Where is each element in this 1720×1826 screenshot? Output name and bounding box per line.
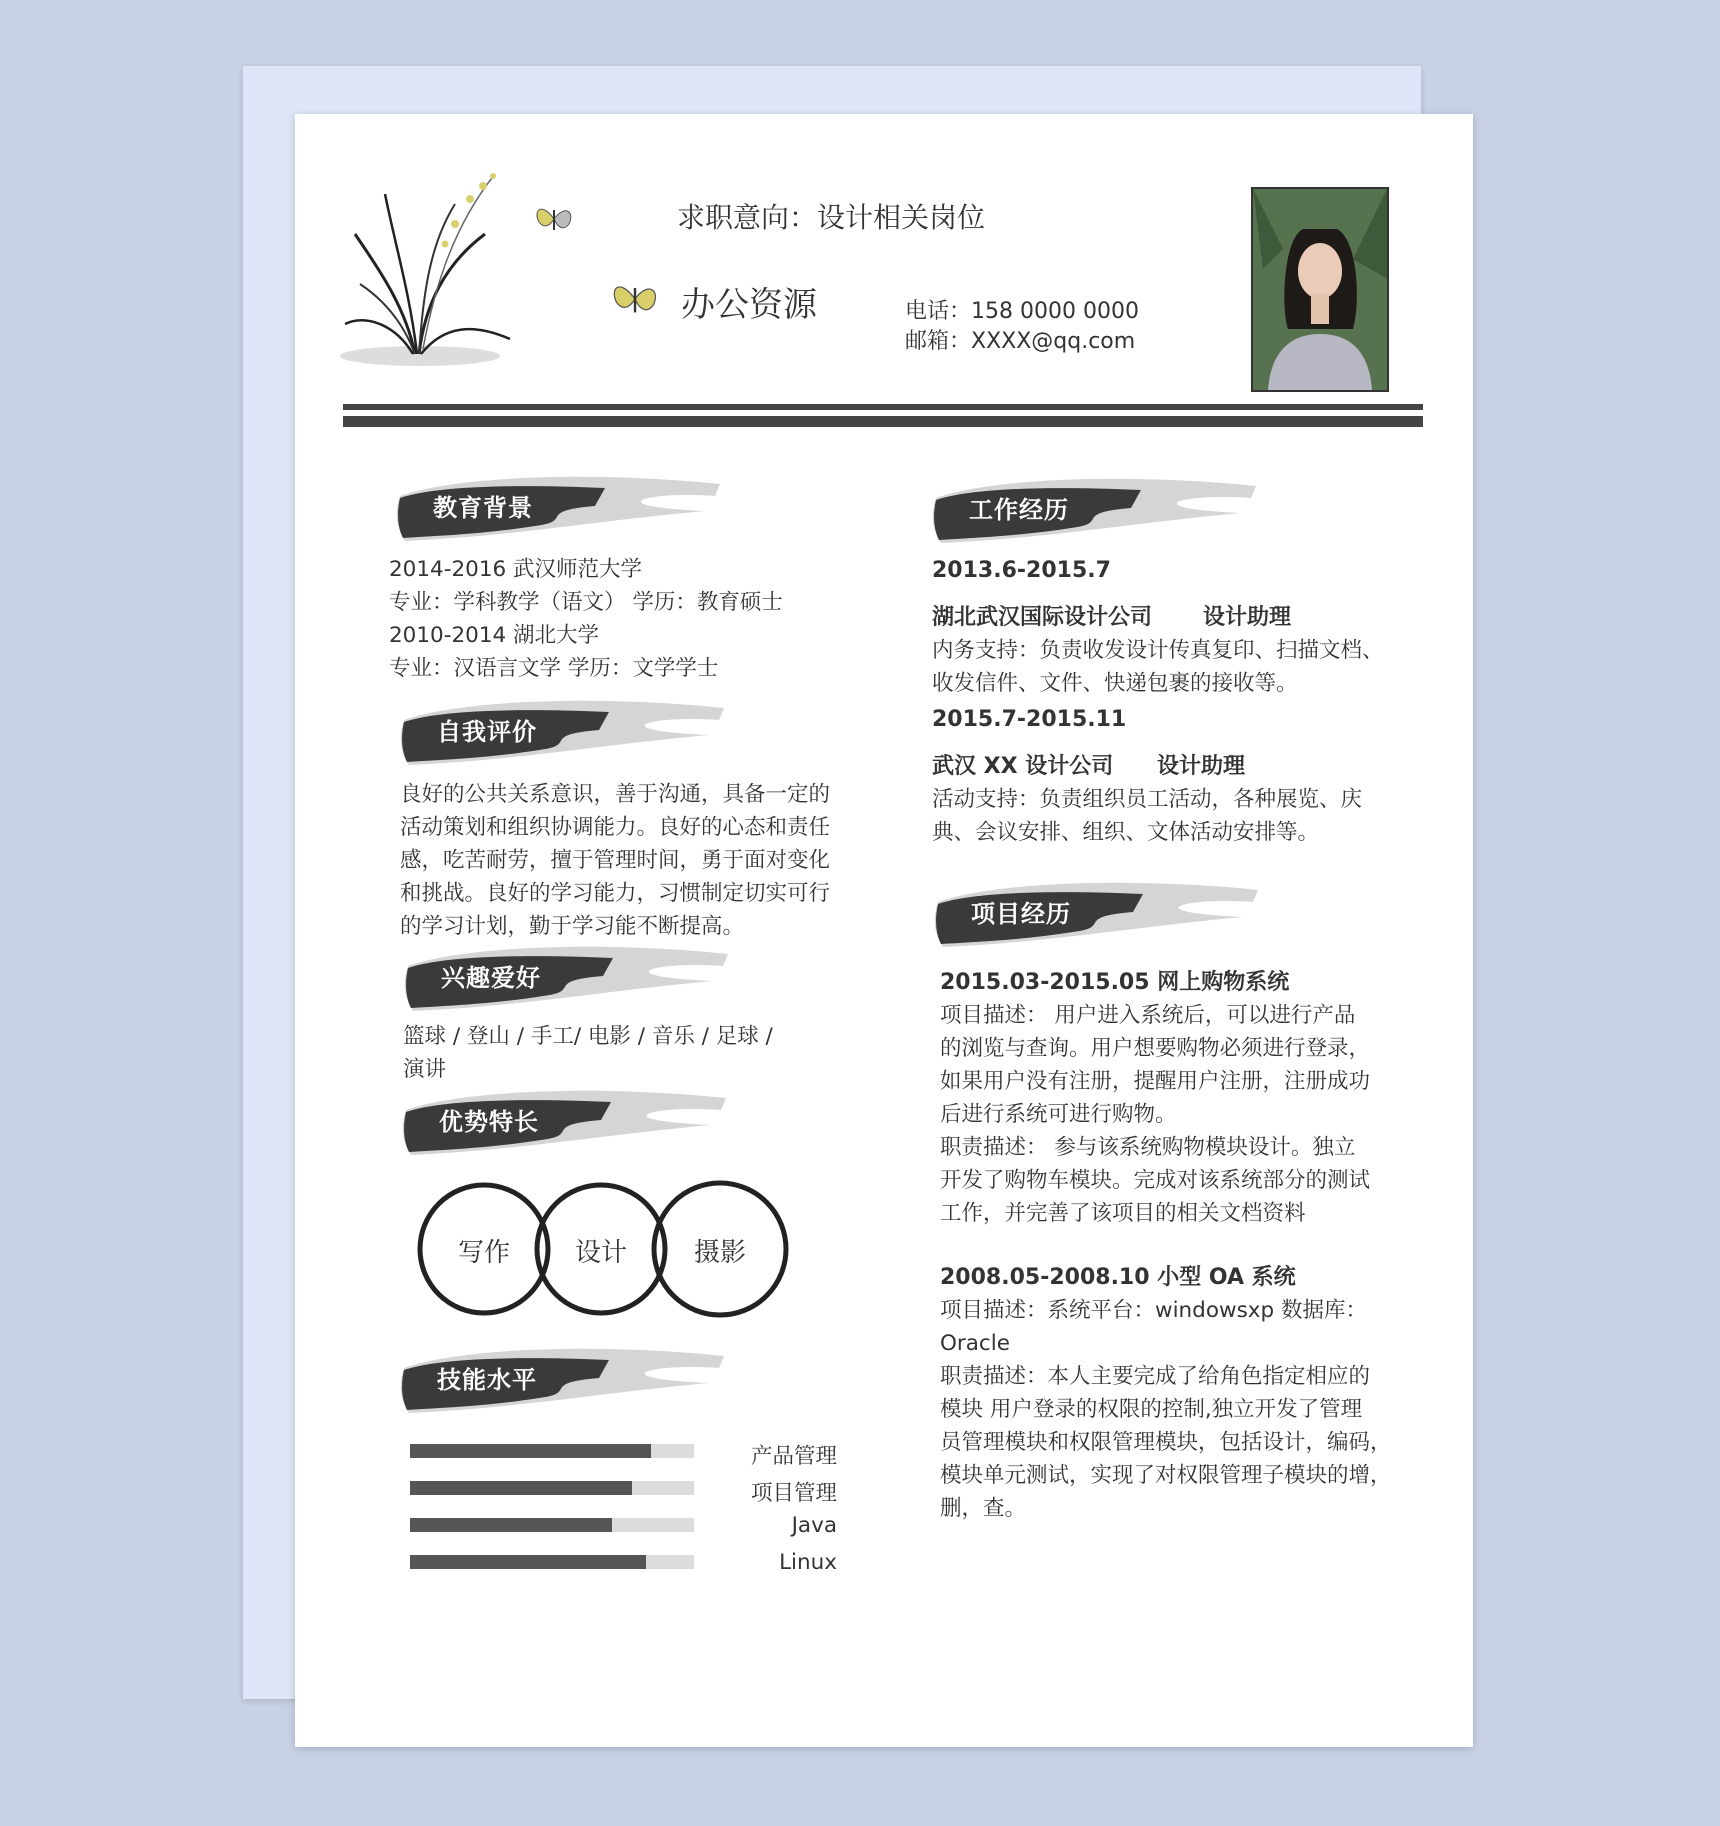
section-header-skills xyxy=(399,1338,729,1418)
project-heading: 2015.03-2015.05 网上购物系统 xyxy=(940,970,1290,995)
section-title: 自我评价 xyxy=(437,718,537,746)
skill-name: Linux xyxy=(779,1550,837,1575)
project-line: 职责描述：本人主要完成了给角色指定相应的 xyxy=(940,1364,1371,1389)
butterfly-icon xyxy=(531,196,577,242)
section-title: 兴趣爱好 xyxy=(441,964,541,992)
project-line: Oracle xyxy=(940,1331,1010,1356)
hobbies-line: 演讲 xyxy=(403,1057,447,1082)
skill-bar-fill xyxy=(410,1518,612,1532)
self-eval-line: 活动策划和组织协调能力。良好的心态和责任 xyxy=(400,815,831,840)
skill-bar xyxy=(410,1518,694,1532)
project-line: 项目描述：系统平台：windowsxp 数据库： xyxy=(940,1298,1367,1323)
project-line: 项目描述： 用户进入系统后，可以进行产品 xyxy=(940,1003,1356,1028)
project-line: 职责描述： 参与该系统购物模块设计。独立 xyxy=(940,1135,1356,1160)
header-divider xyxy=(343,416,1423,427)
education-line: 专业：学科教学（语文） 学历：教育硕士 xyxy=(389,590,783,615)
email-text: 邮箱：XXXX@qq.com xyxy=(905,329,1136,354)
education-line: 专业：汉语言文学 学历：文学学士 xyxy=(389,656,719,681)
orchid-illustration xyxy=(335,164,525,374)
job-period: 2013.6-2015.7 xyxy=(932,558,1111,583)
strength-circle xyxy=(649,1178,791,1320)
skill-bar-fill xyxy=(410,1444,651,1458)
job-company: 武汉 XX 设计公司 xyxy=(932,754,1114,779)
education-line: 2014-2016 武汉师范大学 xyxy=(389,557,643,582)
self-eval-line: 感，吃苦耐劳，擅于管理时间，勇于面对变化 xyxy=(400,848,831,873)
project-line: 工作，并完善了该项目的相关文档资料 xyxy=(940,1201,1306,1226)
skill-bar xyxy=(410,1555,694,1569)
project-line: 的浏览与查询。用户想要购物必须进行登录， xyxy=(940,1036,1371,1061)
section-header-self-evaluation xyxy=(399,690,729,770)
project-heading: 2008.05-2008.10 小型 OA 系统 xyxy=(940,1265,1296,1290)
skill-name: 项目管理 xyxy=(750,1481,837,1506)
strength-label: 摄影 xyxy=(693,1238,746,1268)
section-header-strengths xyxy=(401,1080,731,1160)
self-eval-line: 的学习计划，勤于学习能不断提高。 xyxy=(400,914,745,939)
section-title: 技能水平 xyxy=(437,1366,537,1394)
job-objective: 求职意向：设计相关岗位 xyxy=(677,201,986,234)
job-desc-line: 活动支持：负责组织员工活动，各种展览、庆 xyxy=(932,787,1363,812)
strength-label: 写作 xyxy=(457,1238,510,1268)
resume-page xyxy=(295,114,1473,1747)
section-title: 优势特长 xyxy=(439,1108,539,1136)
project-line: 如果用户没有注册，提醒用户注册，注册成功 xyxy=(940,1069,1371,1094)
skill-bar-fill xyxy=(410,1555,646,1569)
section-header-education xyxy=(395,466,725,546)
phone-text: 电话：158 0000 0000 xyxy=(905,299,1139,324)
header-divider xyxy=(343,404,1423,410)
job-role: 设计助理 xyxy=(1157,754,1246,779)
skill-bar-fill xyxy=(410,1481,632,1495)
job-company: 湖北武汉国际设计公司 xyxy=(932,605,1153,630)
self-eval-line: 良好的公共关系意识，善于沟通，具备一定的 xyxy=(400,782,831,807)
candidate-name: 办公资源 xyxy=(681,285,817,325)
section-title: 工作经历 xyxy=(969,496,1069,524)
skill-bar xyxy=(410,1444,694,1458)
project-line: 删，查。 xyxy=(940,1496,1027,1521)
self-eval-line: 和挑战。良好的学习能力，习惯制定切实可行 xyxy=(400,881,831,906)
hobbies-line: 篮球 / 登山 / 手工/ 电影 / 音乐 / 足球 / xyxy=(403,1024,773,1049)
strength-label: 设计 xyxy=(574,1238,627,1268)
education-line: 2010-2014 湖北大学 xyxy=(389,623,600,648)
section-title: 教育背景 xyxy=(433,494,533,522)
project-line: 员管理模块和权限管理模块，包括设计，编码， xyxy=(940,1430,1392,1455)
butterfly-icon xyxy=(607,271,663,327)
section-title: 项目经历 xyxy=(971,900,1071,928)
project-line: 模块单元测试，实现了对权限管理子模块的增， xyxy=(940,1463,1392,1488)
project-line: 开发了购物车模块。完成对该系统部分的测试 xyxy=(940,1168,1371,1193)
skill-name: 产品管理 xyxy=(750,1444,837,1469)
job-period: 2015.7-2015.11 xyxy=(932,707,1127,732)
section-header-projects xyxy=(933,872,1263,952)
section-header-work xyxy=(931,468,1261,548)
job-desc-line: 收发信件、文件、快递包裹的接收等。 xyxy=(932,671,1298,696)
section-header-hobbies xyxy=(403,936,733,1016)
job-desc-line: 典、会议安排、组织、文体活动安排等。 xyxy=(932,820,1320,845)
skill-bar xyxy=(410,1481,694,1495)
job-desc-line: 内务支持：负责收发设计传真复印、扫描文档、 xyxy=(932,638,1384,663)
job-role: 设计助理 xyxy=(1203,605,1292,630)
project-line: 后进行系统可进行购物。 xyxy=(940,1102,1177,1127)
contact-info xyxy=(905,297,1139,357)
skill-name: Java xyxy=(791,1513,837,1538)
profile-photo xyxy=(1251,187,1389,392)
project-line: 模块 用户登录的权限的控制,独立开发了管理 xyxy=(940,1397,1363,1422)
